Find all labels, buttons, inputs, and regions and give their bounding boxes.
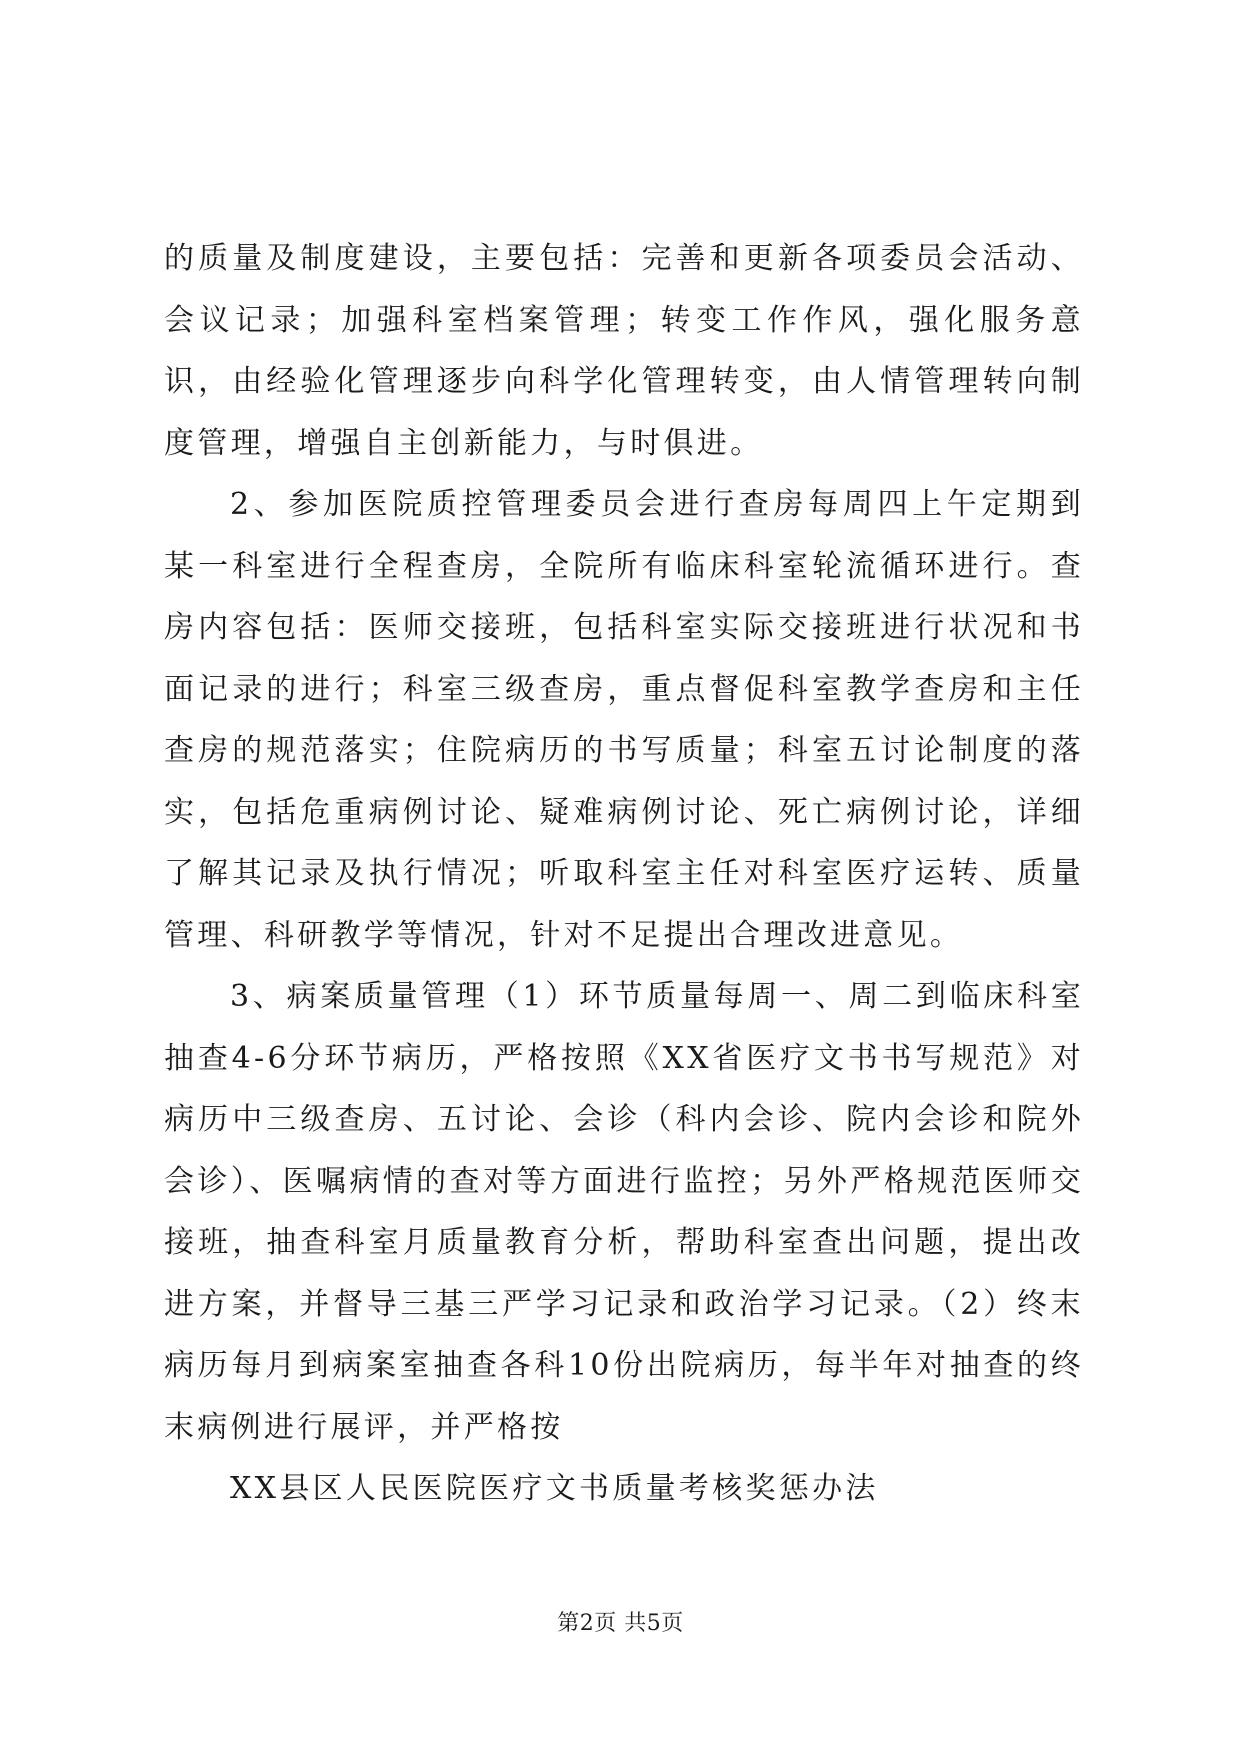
paragraph-continuation: 的质量及制度建设，主要包括：完善和更新各项委员会活动、会议记录；加强科室档案管理；转变工作作风，强化服务意识，由经验化管理逐步向科学化管理转变，由人情管理转向制度管理，增强自主创新能力，与时俱进。 <box>164 241 1084 461</box>
document-body <box>164 228 1084 1520</box>
page-footer <box>0 1606 1241 1637</box>
section-heading: XX县区人民医院医疗文书质量考核奖惩办法 <box>230 1471 879 1506</box>
paragraph-item-3: 3、病案质量管理（1）环节质量每周一、周二到临床科室抽查4-6分环节病历，严格按照《XX省医疗文书书写规范》对病历中三级查房、五讨论、会诊（科内会诊、院内会诊和院外会诊）、医嘱病情的查对等方面进行监控；另外严格规范医师交接班，抽查科室月质量教育分析，帮助科室查出问题，提出改进方案，并督导三基三严学习记录和政治学习记录。（2）终末病历每月到病案室抽查各科10份出院病历，每半年对抽查的终末病例进行展评，并严格按 <box>164 979 1084 1445</box>
page-number-label: 第2页 共5页 <box>557 1611 684 1636</box>
paragraph-item-2: 2、参加医院质控管理委员会进行查房每周四上午定期到某一科室进行全程查房，全院所有临床科室轮流循环进行。查房内容包括：医师交接班，包括科室实际交接班进行状况和书面记录的进行；科室三级查房，重点督促科室教学查房和主任查房的规范落实；住院病历的书写质量；科室五讨论制度的落实，包括危重病例讨论、疑难病例讨论、死亡病例讨论，详细了解其记录及执行情况；听取科室主任对科室医疗运转、质量管理、科研教学等情况，针对不足提出合理改进意见。 <box>164 487 1084 953</box>
